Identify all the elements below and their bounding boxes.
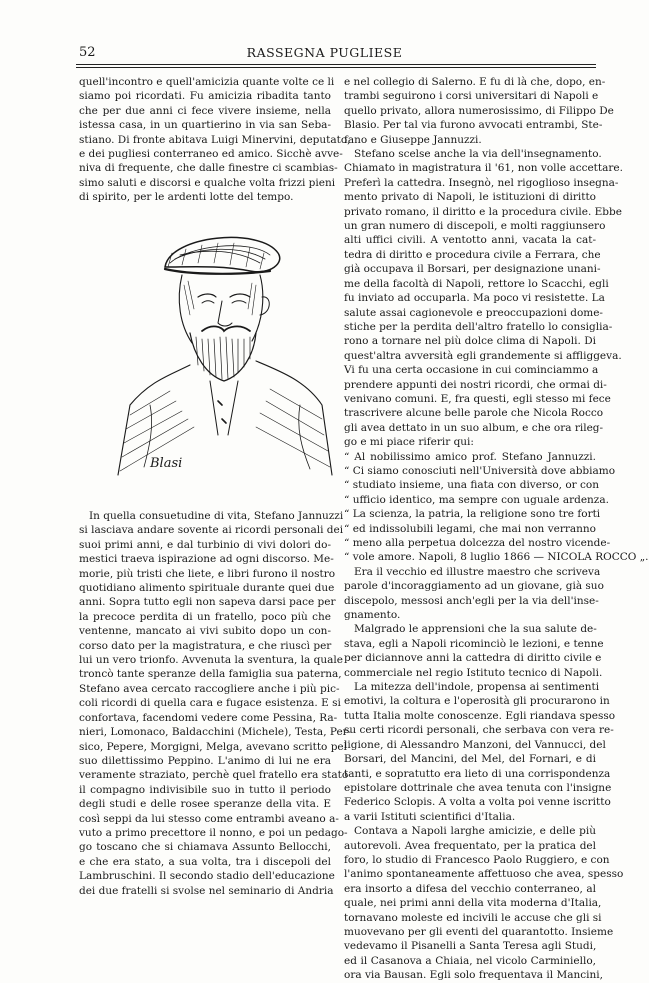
text-line: vedevamo il Pisanelli a Santa Teresa agli Studi, — [344, 940, 597, 953]
text-line: niva di frequente, che dalle finestre ci scambias- — [79, 162, 338, 175]
text-line: “ vole amore. Napoli, 8 luglio 1866 — NICOLA ROCCO „. — [344, 551, 649, 564]
text-line: La mitezza dell'indole, propensa ai sentimenti — [354, 681, 600, 694]
text-line: quell'incontro e quell'amicizia quante volte ce li — [79, 76, 335, 88]
text-line: tutta Italia molte conoscenze. Egli riandava spesso — [344, 709, 616, 722]
text-line: alti uffici civili. A ventotto anni, vacata la cat- — [344, 234, 596, 247]
text-line: Borsari, del Mancini, del Mel, del Fornari, e di — [344, 753, 596, 766]
text-line: era insorto a difesa del vecchio conterraneo, al — [344, 882, 596, 895]
text-line: trambi seguirono i corsi universitari di Napoli e — [344, 90, 599, 103]
text-line: per diciannove anni la cattedra di diritto civile e — [344, 652, 602, 665]
text-line: prendere appunti dei nostri ricordi, che ormai di- — [344, 378, 607, 391]
text-line: che per due anni ci fece vivere insieme, nella — [79, 104, 331, 117]
text-line: coli ricordi di quella cara e fugace esistenza. E si — [79, 697, 341, 710]
text-line: venivano comuni. E, fra questi, egli stesso mi fece — [344, 392, 611, 405]
text-line: e che era stato, a sua volta, tra i discepoli del — [79, 855, 331, 868]
header-rule-thin — [76, 67, 596, 68]
text-line: già occupava il Borsari, per designazione unani- — [344, 263, 601, 276]
text-line: corso dato per la magistratura, e che riuscì per — [79, 639, 332, 652]
text-line: Stefano scelse anche la via dell'insegnamento. — [354, 148, 602, 161]
text-line: su certi ricordi personali, che serbava con vera re- — [344, 724, 614, 737]
text-line: go e mi piace riferir qui: — [344, 436, 474, 449]
text-line: “ Al nobilissimo amico prof. Stefano Jannuzzi. — [344, 450, 596, 463]
text-line: muovevano per gli eventi del quarantotto. Insieme — [344, 925, 614, 938]
text-line: ligione, di Alessandro Manzoni, del Vannucci, del — [344, 738, 606, 751]
text-line: In quella consuetudine di vita, Stefano Jannuzzi — [89, 510, 344, 522]
text-line: Era il vecchio ed illustre maestro che scriveva — [354, 565, 601, 578]
text-line: dei due fratelli si svolse nel seminario di Andria — [79, 884, 334, 897]
text-line: il compagno indivisibile suo in tutto il periodo — [79, 783, 331, 796]
text-line: e dei pugliesi conterraneo ed amico. Sicchè avve- — [79, 148, 343, 161]
text-line: troncò tante speranze della famiglia sua paterna, — [79, 668, 342, 681]
text-line: fano e Giuseppe Jannuzzi. — [344, 133, 482, 146]
text-line: go toscano che si chiamava Assunto Bellocchi, — [79, 841, 331, 854]
text-line: veramente straziato, perchè quel fratello era stato — [79, 769, 349, 782]
text-line: Malgrado le apprensioni che la sua salute de- — [354, 623, 597, 636]
text-line: un gran numero di discepoli, e molti raggiunsero — [344, 220, 606, 233]
text-line: foro, lo studio di Francesco Paolo Ruggiero, e con — [344, 853, 610, 866]
text-line: “ La scienza, la patria, la religione sono tre forti — [344, 508, 601, 521]
left-column-top — [79, 75, 351, 205]
portrait-illustration — [110, 205, 338, 475]
text-line: “ Ci siamo conosciuti nell'Università dove abbiamo — [344, 464, 616, 477]
text-line: me della facoltà di Napoli, rettore lo Scacchi, egli — [344, 277, 609, 290]
text-line: simo saluti e discorsi e qualche volta frizzi pieni — [79, 176, 336, 189]
text-line: confortava, facendomi vedere come Pessina, Ra- — [79, 711, 338, 724]
text-line: così seppi da lui stesso come entrambi aveano a- — [79, 812, 339, 825]
text-line: Chiamato in magistratura il '61, non volle accettare. — [344, 162, 623, 175]
text-line: “ studiato insieme, una fiata con diverso, or con — [344, 479, 599, 492]
text-line: siamo poi ricordati. Fu amicizia ribadita tanto — [79, 90, 331, 103]
text-line: suo dilettissimo Peppino. L'animo di lui ne era — [79, 754, 331, 767]
text-line: fu inviato ad occuparla. Ma poco vi resistette. La — [344, 292, 605, 305]
text-line: “ ed indissolubili legami, che mai non verranno — [344, 522, 596, 535]
text-line: vuto a primo precettore il nonno, e poi un pedago- — [79, 826, 348, 839]
text-line: nieri, Lomonaco, Baldacchini (Michele), Testa, Per- — [79, 726, 352, 739]
text-line: tedra di diritto e procedura civile a Ferrara, che — [344, 248, 601, 261]
text-line: l'animo spontaneamente affettuoso che avea, spesso — [344, 868, 624, 881]
text-line: Vi fu una certa occasione in cui cominciammo a — [344, 364, 599, 377]
text-line: anni. Sopra tutto egli non sapeva darsi pace per — [79, 596, 336, 609]
running-title: RASSEGNA PUGLIESE — [246, 45, 403, 60]
text-line: e nel collegio di Salerno. E fu di là che, dopo, en- — [344, 76, 606, 88]
text-line: di spirito, per le ardenti lotte del tempo. — [79, 191, 294, 204]
text-line: stava, egli a Napoli ricominciò le lezioni, e tenne — [344, 637, 604, 650]
text-line: quale, nei primi anni della vita moderna d'Italia, — [344, 897, 602, 910]
text-line: Contava a Napoli larghe amicizie, e delle più — [354, 825, 596, 838]
signature: Blasi — [150, 456, 183, 471]
text-line: tanti, e sopratutto era lieto di una corrispondenza — [344, 767, 611, 780]
text-line: istessa casa, in un quartierino in via san Seba- — [79, 119, 331, 132]
text-line: tornavano moleste ed incivili le accuse che gli si — [344, 911, 602, 924]
text-line: rono a tornare nel più dolce clima di Napoli. Di — [344, 335, 596, 348]
text-line: gli avea dettato in un suo album, e che ora rileg- — [344, 421, 604, 434]
text-line: Lambruschini. Il secondo stadio dell'educazione — [79, 870, 335, 883]
text-line: ora via Bausan. Egli solo frequentava il Mancini, — [344, 969, 603, 982]
text-line: discepolo, messosi anch'egli per la via dell'inse- — [344, 594, 599, 607]
text-line: quest'altra avversità egli grandemente si affliggeva. — [344, 349, 622, 362]
text-line: “ ufficio identico, ma sempre con uguale ardenza. — [344, 493, 609, 506]
text-line: epistolare dottrinale che avea tenuta con l'insigne — [344, 781, 612, 794]
text-line: autorevoli. Avea frequentato, per la pratica del — [344, 839, 596, 852]
left-column-bottom — [79, 509, 352, 898]
text-line: ed il Casanova a Chiaia, nel vicolo Carminiello, — [344, 954, 596, 967]
text-line: salute assai cagionevole e preoccupazioni dome- — [344, 306, 603, 319]
text-line: Preferì la cattedra. Insegnò, nel rigoglioso insegna- — [344, 176, 619, 189]
text-line: morie, più tristi che liete, e libri furono il nostro — [79, 567, 336, 580]
text-line: la precoce perdita di un fratello, poco più che — [79, 610, 331, 623]
right-column — [344, 75, 649, 983]
text-line: trascrivere alcune belle parole che Nicola Rocco — [344, 407, 604, 420]
text-line: sico, Pepere, Morgigni, Melga, avevano scritto pel — [79, 740, 348, 753]
text-line: suoi primi anni, e dal turbinio di vivi dolori do- — [79, 538, 331, 551]
text-line: stiano. Di fronte abitava Luigi Minervini, deputato, — [79, 133, 351, 146]
text-line: Stefano avea cercato raccogliere anche i più pic- — [79, 682, 340, 695]
header-rule — [76, 64, 596, 65]
text-line: Federico Sclopis. A volta a volta poi venne iscritto — [344, 796, 611, 809]
text-line: quotidiano alimento spirituale durante quei due — [79, 582, 335, 595]
text-line: emotivi, la coltura e l'operosità gli procurarono in — [344, 695, 610, 708]
text-line: parole d'incoraggiamento ad un giovane, già suo — [344, 580, 604, 593]
text-line: commerciale nel regio Istituto tecnico di Napoli. — [344, 666, 603, 679]
text-line: quello privato, allora numerosissimo, di Filippo De — [344, 104, 614, 117]
text-line: a varii Istituti scientifici d'Italia. — [344, 810, 516, 823]
page-number: 52 — [79, 45, 96, 60]
text-line: si lasciava andare sovente ai ricordi personali dei — [79, 524, 344, 537]
text-line: degli studi e delle rosee speranze della vita. E — [79, 798, 331, 811]
text-line: gnamento. — [344, 609, 401, 622]
text-line: ventenne, mancato ai vivi subito dopo un con- — [79, 625, 331, 638]
text-line: Blasio. Per tal via furono avvocati entrambi, Ste- — [344, 119, 603, 132]
text-line: lui un vero trionfo. Avvenuta la sventura, la quale — [79, 654, 343, 667]
text-line: “ meno alla perpetua dolcezza del nostro vicende- — [344, 537, 611, 549]
text-line: privato romano, il diritto e la procedura civile. Ebbe — [344, 205, 622, 218]
text-line: stiche per la perdita dell'altro fratello lo consiglia- — [344, 320, 613, 333]
text-line: mento privato di Napoli, le istituzioni di diritto — [344, 191, 596, 204]
text-line: mestici traeva ispirazione ad ogni discorso. Me- — [79, 553, 334, 566]
